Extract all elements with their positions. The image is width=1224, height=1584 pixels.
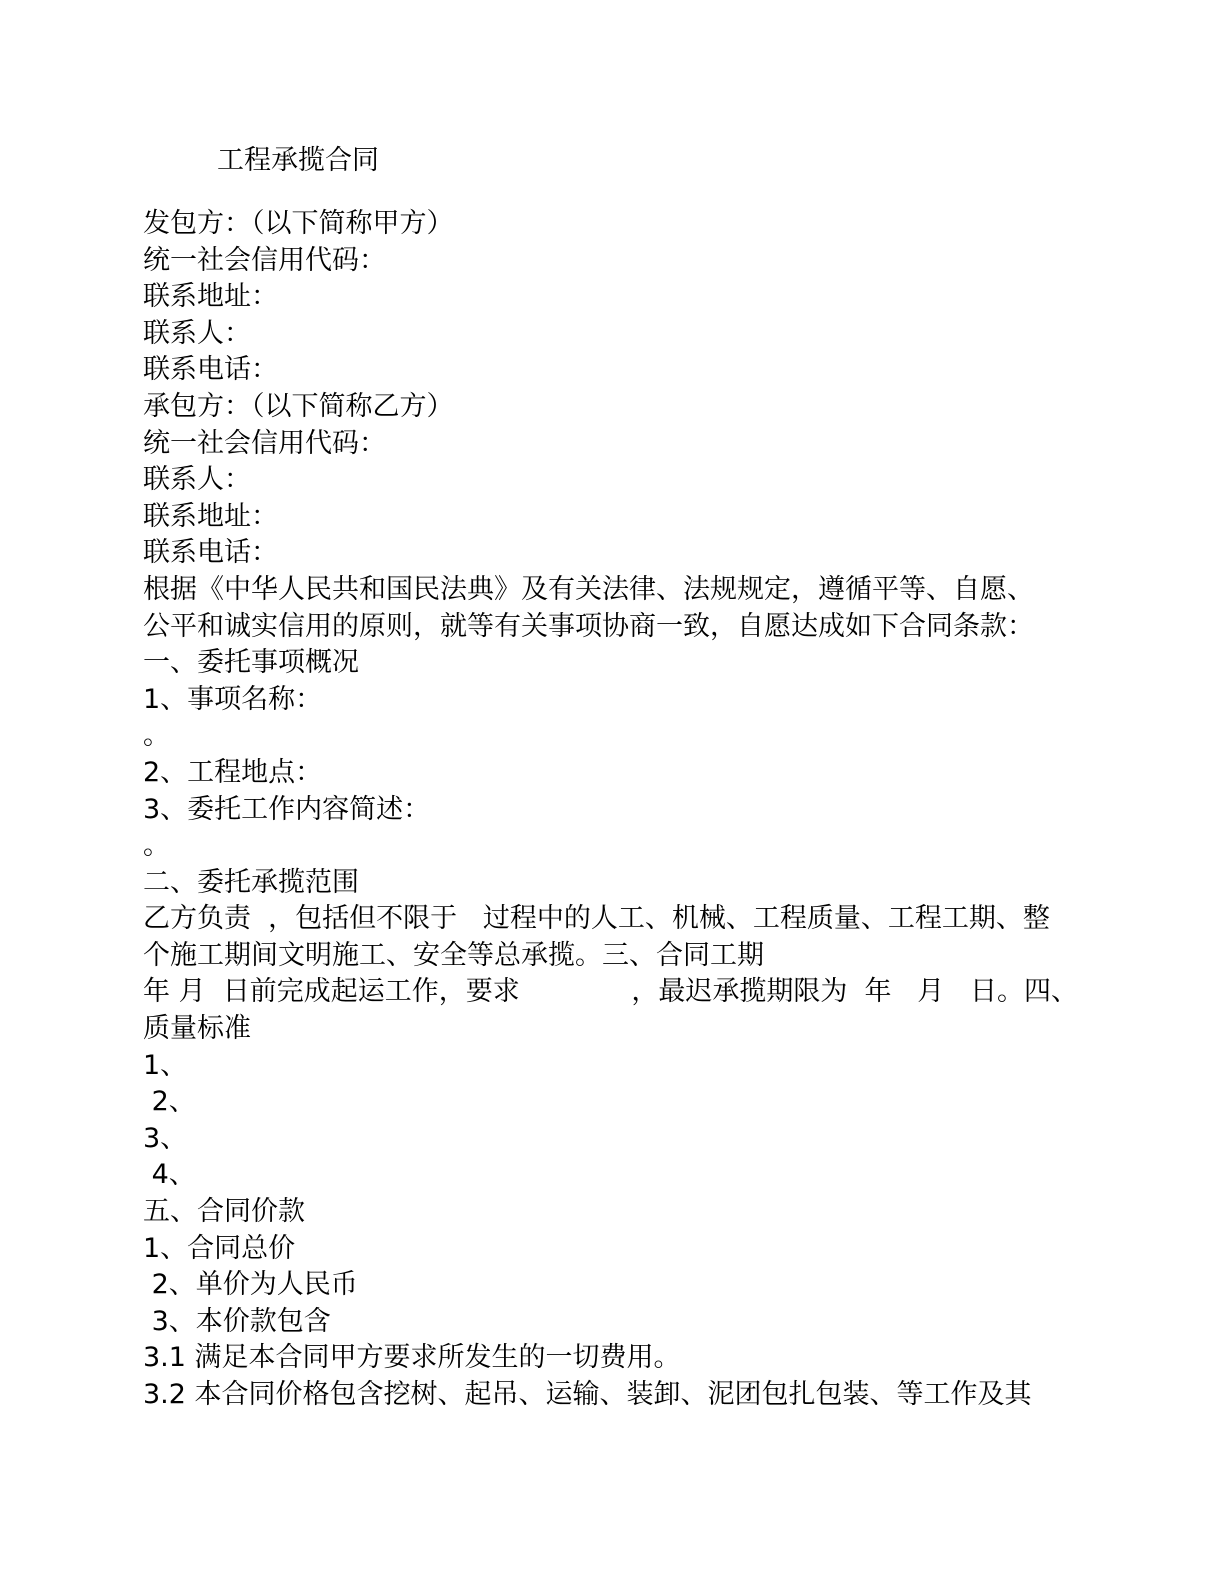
party-a-address: 联系地址： [143,281,278,313]
party-b-address: 联系地址： [143,500,278,532]
document-title: 工程承揽合同 [217,145,379,176]
document-body [143,206,1083,1414]
party-b-credit-code: 统一社会信用代码： [143,427,386,459]
section-5-heading: 五、合同价款 [143,1196,305,1228]
price-includes: 3、本价款包含 [143,1305,331,1337]
party-a-contact: 联系人： [143,317,251,349]
price-clause-3-2: 3.2 本合同价格包含挖树、起吊、运输、装卸、泥团包扎包装、等工作及其 [143,1379,1032,1410]
section-2-heading: 二、委托承揽范围 [143,866,359,898]
party-a-credit-code: 统一社会信用代码： [143,244,386,276]
schedule-line: 年 月 日前完成起运工作，要求 ，最迟承揽期限为 年 月 日。四、 [143,976,1078,1008]
party-a-heading: 发包方：（以下简称甲方） [143,208,454,239]
project-location: 2、工程地点： [143,756,323,788]
scope-line-2: 个施工期间文明施工、安全等总承揽。三、合同工期 [143,939,764,971]
section-1-heading: 一、委托事项概况 [143,647,359,679]
party-b-contact: 联系人： [143,464,251,496]
quality-item-3: 3、 [143,1122,188,1154]
period-mark: 。 [143,830,170,862]
preamble-line-2: 公平和诚实信用的原则，就等有关事项协商一致，自愿达成如下合同条款： [143,610,1034,642]
quality-item-1: 1、 [143,1049,188,1081]
price-clause-3-1: 3.1 满足本合同甲方要求所发生的一切费用。 [143,1342,681,1374]
quality-heading: 质量标准 [143,1013,251,1045]
quality-item-2: 2、 [143,1086,196,1118]
price-total: 1、合同总价 [143,1232,296,1264]
item-name: 1、事项名称： [143,683,323,715]
party-b-heading: 承包方：（以下简称乙方） [143,390,454,422]
preamble-line-1: 根据《中华人民共和国民法典》及有关法律、法规规定，遵循平等、自愿、 [143,573,1034,605]
quality-item-4: 4、 [143,1159,196,1191]
period-mark: 。 [143,720,170,752]
scope-line-1: 乙方负责 ，包括但不限于 过程中的人工、机械、工程质量、工程工期、整 [143,903,1050,935]
price-unit: 2、单价为人民币 [143,1269,358,1301]
work-description: 3、委托工作内容简述： [143,793,431,825]
party-a-phone: 联系电话： [143,354,278,386]
party-b-phone: 联系电话： [143,537,278,569]
